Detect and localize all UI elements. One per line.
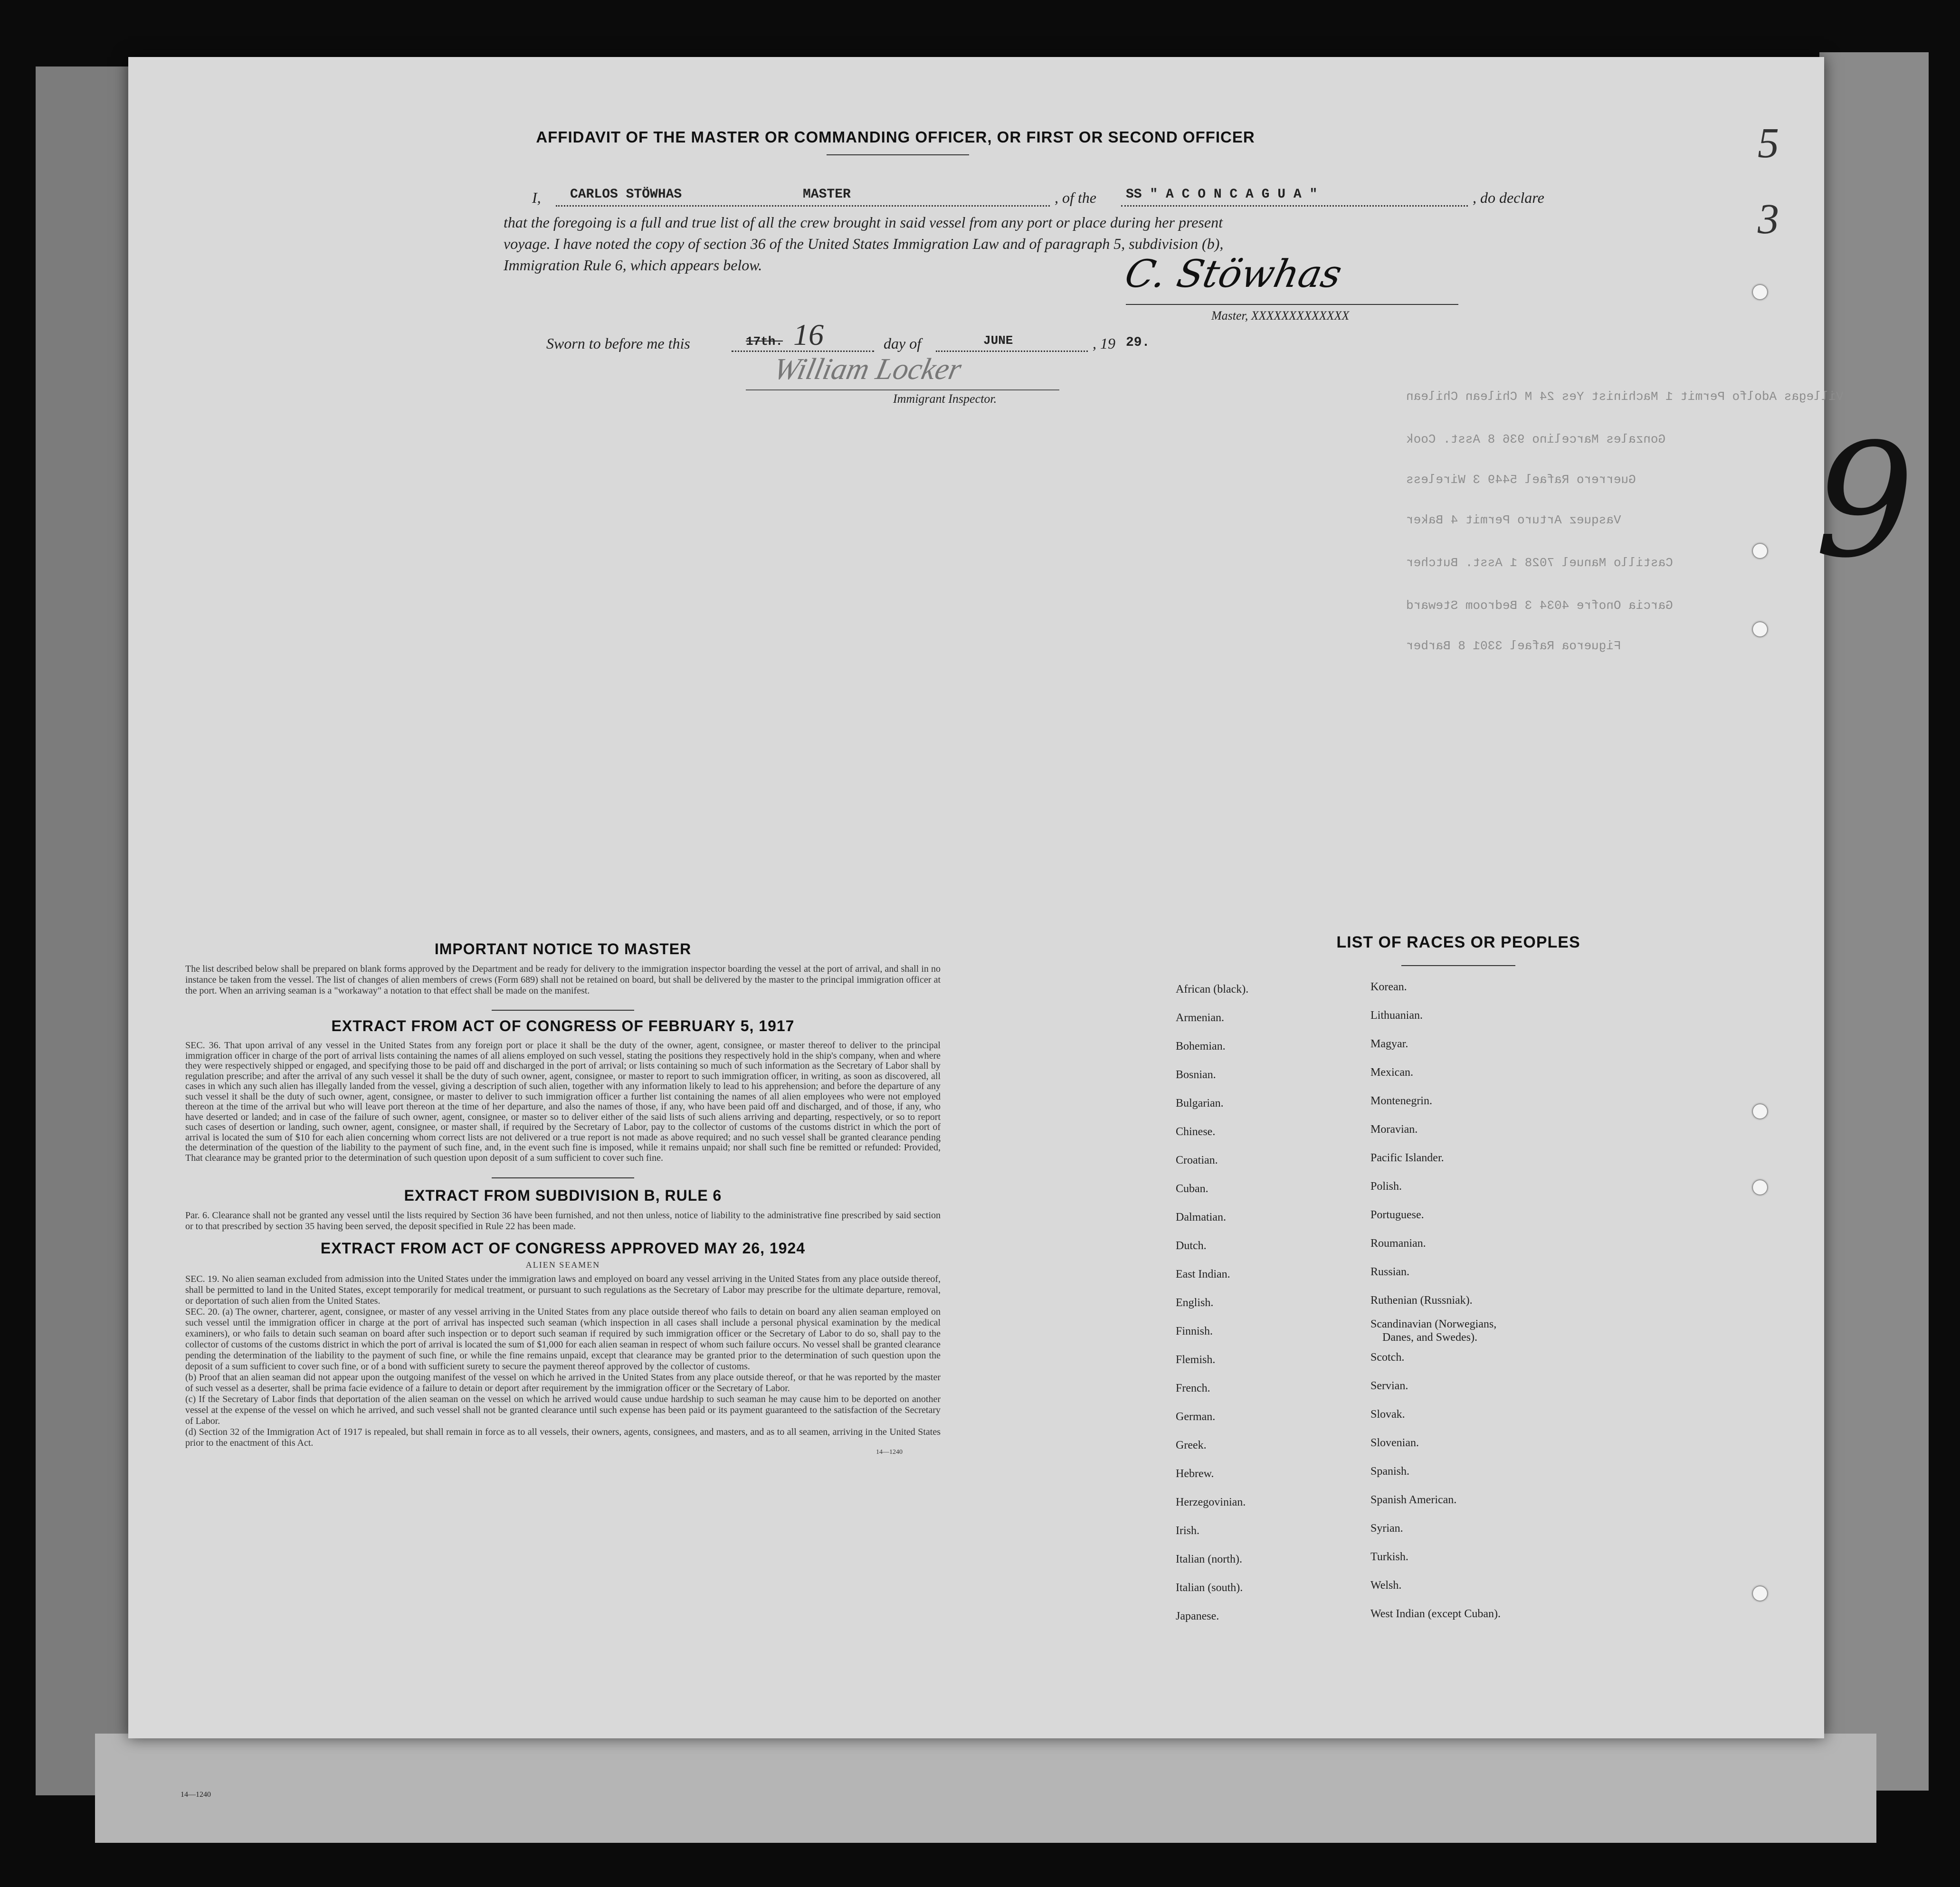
race-item: African (black).	[1176, 983, 1249, 996]
race-item: Russian.	[1370, 1266, 1410, 1278]
sec-20a-text: SEC. 20. (a) The owner, charterer, agent, consignee, or master of any vessel arriving in the United States from any place outside thereof who fails to detain on board any alien seaman employed on such vessel until the immigration officer in charge at the port of arrival has inspected such seaman (which inspection in all cases shall include a personal physical examination by the medical examiners), or who fails to detain such seaman on board after such inspection or to deport such seaman if required by such immigration officer or the Secretary of Labor to do so, shall pay to the collector of customs of the customs district in which the port of arrival is located the sum of $1,000 for each alien seaman in respect of whom such failure occurs. No vessel shall be granted clearance pending the determination of the liability to the payment of such fine, or while the fine remains unpaid, except that clearance may be granted prior to the determination of such question upon the deposit of a sum sufficient to cover such fine, or of a bond with sufficient surety to secure the payment thereof approved by the collector of customs.	[185, 1307, 941, 1372]
page-number: 9	[1815, 410, 1914, 592]
race-item: Mexican.	[1370, 1066, 1413, 1079]
affidavit-pronoun: I,	[532, 189, 541, 206]
title-underline	[827, 154, 969, 155]
sec-19-text: SEC. 19. No alien seaman excluded from admission into the United States under the immigration laws and employed on board any vessel arriving in the United States from any place outside thereof, shall be permitted to land in the United States, except temporarily for medical treatment, or pursuant to such regulations as the Secretary of Labor may prescribe for the ultimate departure, removal, or deportation of such alien from the United States.	[185, 1274, 941, 1306]
vessel-name: SS " A C O N C A G U A "	[1126, 187, 1318, 202]
underlying-sheet-right	[1819, 52, 1929, 1791]
master-label: Master, XXXXXXXXXXXXX	[1211, 309, 1350, 322]
sec-20b-text: (b) Proof that an alien seaman did not appear upon the outgoing manifest of the vessel on which he arrived in the United States from any place outside thereof, or that he was reported by the master of such vessel as a deserter, shall be prima facie evidence of a failure to detain or deport after requirement by the immigration officer or the Secretary of Labor.	[185, 1372, 941, 1394]
legal-column	[181, 940, 945, 1456]
year-prefix: , 19	[1093, 335, 1115, 352]
race-item: Japanese.	[1176, 1610, 1219, 1622]
extract-1924-title: EXTRACT FROM ACT OF CONGRESS APPROVED MAY 26, 1924	[320, 1240, 806, 1257]
race-item: Pacific Islander.	[1370, 1152, 1444, 1164]
notice-text: The list described below shall be prepared on blank forms approved by the Department and be ready for delivery to the immigration inspector boarding the vessel at the port of arrival, and shall in no instance be taken from the vessel. The list of changes of alien members of crews (Form 689) shall not be retained on board, but shall be delivered by the master to the principal immigration officer at the port. When an arriving seaman is a "workaway" a notation to that effect shall be made on the manifest.	[185, 964, 941, 996]
race-item: Danes, and Swedes).	[1382, 1331, 1477, 1344]
do-declare-label: , do declare	[1473, 189, 1544, 206]
affidavit-title: AFFIDAVIT OF THE MASTER OR COMMANDING OFFICER, OR FIRST OR SECOND OFFICER	[536, 128, 1255, 146]
race-item: Dalmatian.	[1176, 1211, 1226, 1223]
punch-hole	[1753, 1104, 1767, 1119]
divider	[492, 1177, 634, 1178]
races-title: LIST OF RACES OR PEOPLES	[1336, 933, 1580, 951]
race-item: West Indian (except Cuban).	[1370, 1608, 1501, 1620]
race-item: Montenegrin.	[1370, 1095, 1432, 1107]
inspector-line	[746, 389, 1059, 390]
inspector-label: Immigrant Inspector.	[893, 392, 997, 406]
officer-rank: MASTER	[803, 187, 851, 202]
races-underline	[1401, 965, 1515, 966]
punch-hole	[1753, 544, 1767, 558]
race-item: Welsh.	[1370, 1579, 1402, 1592]
race-item: Lithuanian.	[1370, 1009, 1423, 1022]
race-item: Greek.	[1176, 1439, 1207, 1451]
punch-hole	[1753, 1586, 1767, 1601]
inspector-signature: William Locker	[771, 352, 965, 386]
affidavit-line-4: Immigration Rule 6, which appears below.	[504, 256, 762, 274]
race-item: Slovenian.	[1370, 1437, 1419, 1449]
subdivision-title: EXTRACT FROM SUBDIVISION B, RULE 6	[404, 1187, 722, 1204]
race-item: East Indian.	[1176, 1268, 1230, 1280]
affidavit-line-3: voyage. I have noted the copy of section 36 of the United States Immigration Law and of paragraph 5, subdivision (b),	[504, 235, 1224, 252]
race-item: Chinese.	[1176, 1126, 1216, 1138]
race-item: Scotch.	[1370, 1351, 1405, 1364]
race-item: Magyar.	[1370, 1038, 1408, 1050]
race-item: Flemish.	[1176, 1354, 1216, 1366]
race-item: Turkish.	[1370, 1551, 1408, 1563]
race-item: Moravian.	[1370, 1123, 1418, 1136]
punch-hole	[1753, 1180, 1767, 1195]
race-item: German.	[1176, 1411, 1216, 1423]
race-item: Italian (north).	[1176, 1553, 1242, 1565]
race-item: Ruthenian (Russniak).	[1370, 1294, 1473, 1307]
race-item: Roumanian.	[1370, 1237, 1426, 1250]
margin-mark-b: 3	[1758, 196, 1779, 243]
signature-line	[1126, 304, 1458, 305]
officer-name-field	[556, 186, 1050, 207]
extract-1917-title: EXTRACT FROM ACT OF CONGRESS OF FEBRUARY 5, 1917	[331, 1017, 795, 1034]
notice-title: IMPORTANT NOTICE TO MASTER	[434, 940, 692, 958]
race-item: Armenian.	[1176, 1012, 1224, 1024]
of-the-label: , of the	[1055, 189, 1096, 206]
race-item: Croatian.	[1176, 1154, 1218, 1166]
day-of-label: day of	[884, 335, 922, 352]
month-field	[936, 332, 1088, 352]
sworn-day-handwritten: 16	[793, 318, 824, 351]
race-item: Polish.	[1370, 1180, 1402, 1193]
year: 29.	[1126, 335, 1150, 350]
punch-hole	[1753, 285, 1767, 299]
affidavit-line-2: that the foregoing is a full and true list of all the crew brought in said vessel from any port or place during her present	[504, 214, 1223, 231]
extract-1924-subtitle: ALIEN SEAMEN	[525, 1260, 600, 1270]
punch-hole	[1753, 622, 1767, 636]
bottom-scrap-number: 14—1240	[181, 1791, 211, 1799]
subdivision-text: Par. 6. Clearance shall not be granted any vessel until the lists required by Section 36 have been furnished, and not then unless, notice of liability to the administrative fine prescribed by said section or to that prescribed by section 35 having been served, the deposit specified in Rule 22 has been made.	[185, 1210, 941, 1232]
extract-1917-text: SEC. 36. That upon arrival of any vessel in the United States from any foreign port or place it shall be the duty of the owner, agent, consignee, or master thereof to deliver to the principal immigration officer in charge of the port of arrival lists containing the names of all aliens employed on such vessel, stating the positions they respectively hold in the ship's company, when and where they were respectively shipped or engaged, and specifying those to be paid off and discharged in the port of arrival; or lists containing so much of such information as the Secretary of Labor shall by regulation prescribe; and after the arrival of any such vessel it shall be the duty of such owner, agent, consignee, or master to report to such immigration officer, in writing, as soon as discovered, all cases in which any such alien has illegally landed from the vessel, giving a description of such alien, together with any information likely to lead to his apprehension; and before the departure of any such vessel it shall be the duty of such owner, agent, consignee, or master to deliver to such immigration officer a further list containing the names of all alien employees who were not employed thereon at the time of the arrival but who will leave port thereon at the time of her departure, and also the names of those, if any, who have been paid off and discharged, and of those, if any, who have deserted or landed; and in case of the failure of such owner, agent, consignee, or master so to deliver either of the said lists of such aliens arriving and departing, respectively, or so to report such cases of desertion or landing, such owner, agent, consignee, or master shall, if required by the Secretary of Labor, pay to the collector of customs of the customs district in which the port of arrival is located the sum of $10 for each alien concerning whom correct lists are not delivered or a true report is not made as above required; and no such vessel shall be granted clearance pending the determination of the question of the liability to the payment of such fine, and, in the event such fine is imposed, while it remains unpaid; nor shall such fine be remitted or refunded: Provided, That clearance may be granted prior to the determination of such question upon deposit of a sum sufficient to cover such fine.	[185, 1040, 941, 1163]
sec-20c-text: (c) If the Secretary of Labor finds that deportation of the alien seaman on the vessel on which he arrived would cause undue hardship to such seaman he may cause him to be deported on another vessel at the expense of the vessel on which he arrived, and such vessel shall not be granted clearance until such expense has been paid or its payment guaranteed to the satisfaction of the Secretary of Labor.	[185, 1394, 941, 1426]
sworn-day-field	[732, 318, 874, 352]
race-item: Servian.	[1370, 1380, 1408, 1392]
divider	[492, 1010, 634, 1011]
race-item: Bosnian.	[1176, 1069, 1216, 1081]
race-item: Herzegovinian.	[1176, 1496, 1246, 1508]
race-item: Syrian.	[1370, 1522, 1403, 1535]
officer-name: CARLOS STÖWHAS	[570, 187, 682, 202]
race-item: Bohemian.	[1176, 1040, 1226, 1053]
race-item: Italian (south).	[1176, 1582, 1243, 1594]
race-item: Spanish American.	[1370, 1494, 1457, 1506]
form-number: 14—1240	[876, 1449, 903, 1456]
race-item: Finnish.	[1176, 1325, 1213, 1337]
race-item: French.	[1176, 1382, 1210, 1394]
race-item: Scandinavian (Norwegians,	[1370, 1318, 1497, 1330]
race-item: Cuban.	[1176, 1183, 1208, 1195]
vessel-field	[1121, 186, 1468, 207]
race-item: Korean.	[1370, 981, 1407, 993]
race-item: Portuguese.	[1370, 1209, 1424, 1221]
race-item: English.	[1176, 1297, 1214, 1309]
sworn-label: Sworn to before me this	[546, 335, 690, 352]
sworn-day-struck: 17th.	[746, 334, 783, 349]
race-item: Bulgarian.	[1176, 1097, 1224, 1109]
race-item: Hebrew.	[1176, 1468, 1214, 1480]
master-signature: C. Stöwhas	[1121, 252, 1346, 296]
race-item: Slovak.	[1370, 1408, 1405, 1421]
underlying-sheet-bottom	[95, 1734, 1876, 1843]
margin-mark-a: 5	[1758, 120, 1779, 167]
underlying-sheet-left	[36, 66, 135, 1795]
race-item: Dutch.	[1176, 1240, 1207, 1252]
race-item: Irish.	[1176, 1525, 1199, 1537]
sec-20d-text: (d) Section 32 of the Immigration Act of 1917 is repealed, but shall remain in force as to all vessels, their owners, agents, consignees, and masters, and as to all seamen, arriving in the United States prior to the enactment of this Act.	[185, 1427, 941, 1448]
race-item: Spanish.	[1370, 1465, 1410, 1478]
month: JUNE	[983, 333, 1013, 348]
manifest-page: 5 3 9 Villegas Adolfo Permit 1 Machinist Yes 24 M Chilean Chilean Gonzales Marcelino 936 8 Asst. Cook Guerrero Rafael 5449 3 Wireless Vasquez Arturo Permit 4 Baker Castillo Manuel 7028 1 Asst. Butcher Garcia Onofre 4034 3 Bedroom Steward Figueroa Rafael 3301 8 Barber AFFIDAVIT OF THE MASTER OR COMMANDING OFFICER, OR FIRST OR SECOND OFFICER I, CARLOS STÖWHAS MASTER , of the SS " A C O N C A G U A " , do declare that the foregoing is a full and true list of all the crew brought in said vessel from any port or place during her present voyage. I have noted the copy of section 36 of the United States Immigration Law and of paragraph 5, subdivision (b), Immigration Rule 6, which appears below. C. Stöwhas Master, XXXXXXXXXXXXX Sworn to before me this 17th. 16 day of JUNE , 19 29. William Locker Immigrant Inspector. IMPORTANT NOTICE TO MASTER The list described below shall be prepared on blank forms approved by the Department and be ready for delivery to the immigration inspector boarding the vessel at the port of arrival, and shall in no instance be taken from the vessel. The list of changes of alien members of crews (Form 689) shall not be retained on board, but shall be delivered by the master to the principal immigration officer at the port. When an arriving seaman is a "workaway" a notation to that effect shall be made on the manifest. EXTRACT FROM ACT OF CONGRESS OF FEBRUARY 5, 1917 SEC. 36. That upon arrival of any vessel in the United States from any foreign port or place it shall be the duty of the owner, agent, consignee, or master thereof to deliver to the principal immigration officer in charge of the port of arrival lists containing the names of all aliens employed on such vessel, stating the positions they respectively hold in the ship's company, when and where they were respectively shipped or engaged, and specifying those to be paid off and discharged in the port of arrival; or lists containing so much of such information as the Secretary of Labor shall by regulation prescribe; and after the arrival of any such vessel it shall be the duty of such owner, agent, consignee, or master to report to such immigration officer, in writing, as soon as discovered, all cases in which any such alien has illegally landed from the vessel, giving a description of such alien, together with any information likely to lead to his apprehension; and before the departure of any such vessel it shall be the duty of such owner, agent, consignee, or master to deliver to such immigration officer a further list containing the names of all alien employees who were not employed thereon at the time of the arrival but who will leave port thereon at the time of her departure, and also the names of those, if any, who have been paid off and discharged, and of those, if any, who have deserted or landed; and in case of the failure of such owner, agent, consignee, or master so to deliver either of the said lists of such aliens arriving and departing, respectively, or so to report such cases of desertion or landing, such owner, agent, consignee, or master shall, if required by the Secretary of Labor, pay to the collector of customs of the customs district in which the port of arrival is located the sum of $10 for each alien concerning whom correct lists are not delivered or a true report is not made as above required; and no such vessel shall be granted clearance pending the determination of the question of the liability to the payment of such fine, and, in the event such fine is imposed, while it remains unpaid; nor shall such fine be remitted or refunded: Provided, That clearance may be granted prior to the determination of such question upon deposit of a sum sufficient to cover such fine. EXTRACT FROM SUBDIVISION B, RULE 6 Par. 6. Clearance shall not be granted any vessel until the lists required by Section 36 have been furnished, and not then unless, notice of liability to the administrative fine prescribed by said section or to that prescribed by section 35 having been served, the deposit specified in Rule 22 has been made. EXTRACT FROM ACT OF CONGRESS APPROVED MAY 26, 1924 ALIEN SEAMEN SEC. 19. No alien seaman excluded from admission into the United States under the immigration laws and employed on board any vessel arriving in the United States from any place outside thereof, shall be permitted to land in the United States, except temporarily for medical treatment, or pursuant to such regulations as the Secretary of Labor may prescribe for the ultimate departure, removal, or deportation of such alien from the United States. SEC. 20. (a) The owner, charterer, agent, consignee, or master of any vessel arriving in the United States from any place outside thereof who fails to detain on board any alien seaman employed on such vessel until the immigration officer in charge at the port of arrival has inspected such seaman (which inspection in all cases shall include a personal physical examination by the medical examiners), or who fails to detain such seaman on board after such inspection or to deport such seaman if required by such immigration officer or the Secretary of Labor to do so, shall pay to the collector of customs of the customs district in which the port of arrival is located the sum of $1,000 for each alien seaman in respect of whom such failure occurs. No vessel shall be granted clearance pending the determination of the liability to the payment of such fine, or while the fine remains unpaid, except that clearance may be granted prior to the determination of such question upon the deposit of a sum sufficient to cover such fine, or of a bond with sufficient surety to secure the payment thereof approved by the collector of customs. (b) Proof that an alien seaman did not appear upon the outgoing manifest of the vessel on which he arrived in the United States from any place outside thereof, or that he was reported by the master of such vessel as a deserter, shall be prima facie evidence of a failure to detain or deport after requirement by the immigration officer or the Secretary of Labor. (c) If the Secretary of Labor finds that deportation of the alien seaman on the vessel on which he arrived would cause undue hardship to such seaman he may cause him to be deported on another vessel at the expense of the vessel on which he arrived, and such vessel shall not be granted clearance until such expense has been paid or its payment guaranteed to the satisfaction of the Secretary of Labor. (d) Section 32 of the Immigration Act of 1917 is repealed, but shall remain in force as to all vessels, their owners, agents, consignees, and masters, and as to all seamen, arriving in the United States prior to the enactment of this Act. 14—1240 LIST OF RACES OR PEOPLES African (black). Armenian. Bohemian. Bosnian. Bulgarian. Chinese. Croatian. Cuban. Dalmatian. Dutch. East Indian. English. Finnish. Flemish. French. German. Greek. Hebrew. Herzegovinian. Irish. Italian (north). Italian (south). Japanese. Korean. Lithuanian. Magyar. Mexican. Montenegrin. Moravian. Pacific Islander. Polish. Portuguese. Roumanian. Russian. Ruthenian (Russniak). Scandinavian (Norwegians, Danes, and Swedes). Scotch. Servian. Slovak. Slovenian. Spanish. Spanish American. Syrian. Turkish. Welsh. West Indian (except Cuban).	[128, 57, 1824, 1738]
